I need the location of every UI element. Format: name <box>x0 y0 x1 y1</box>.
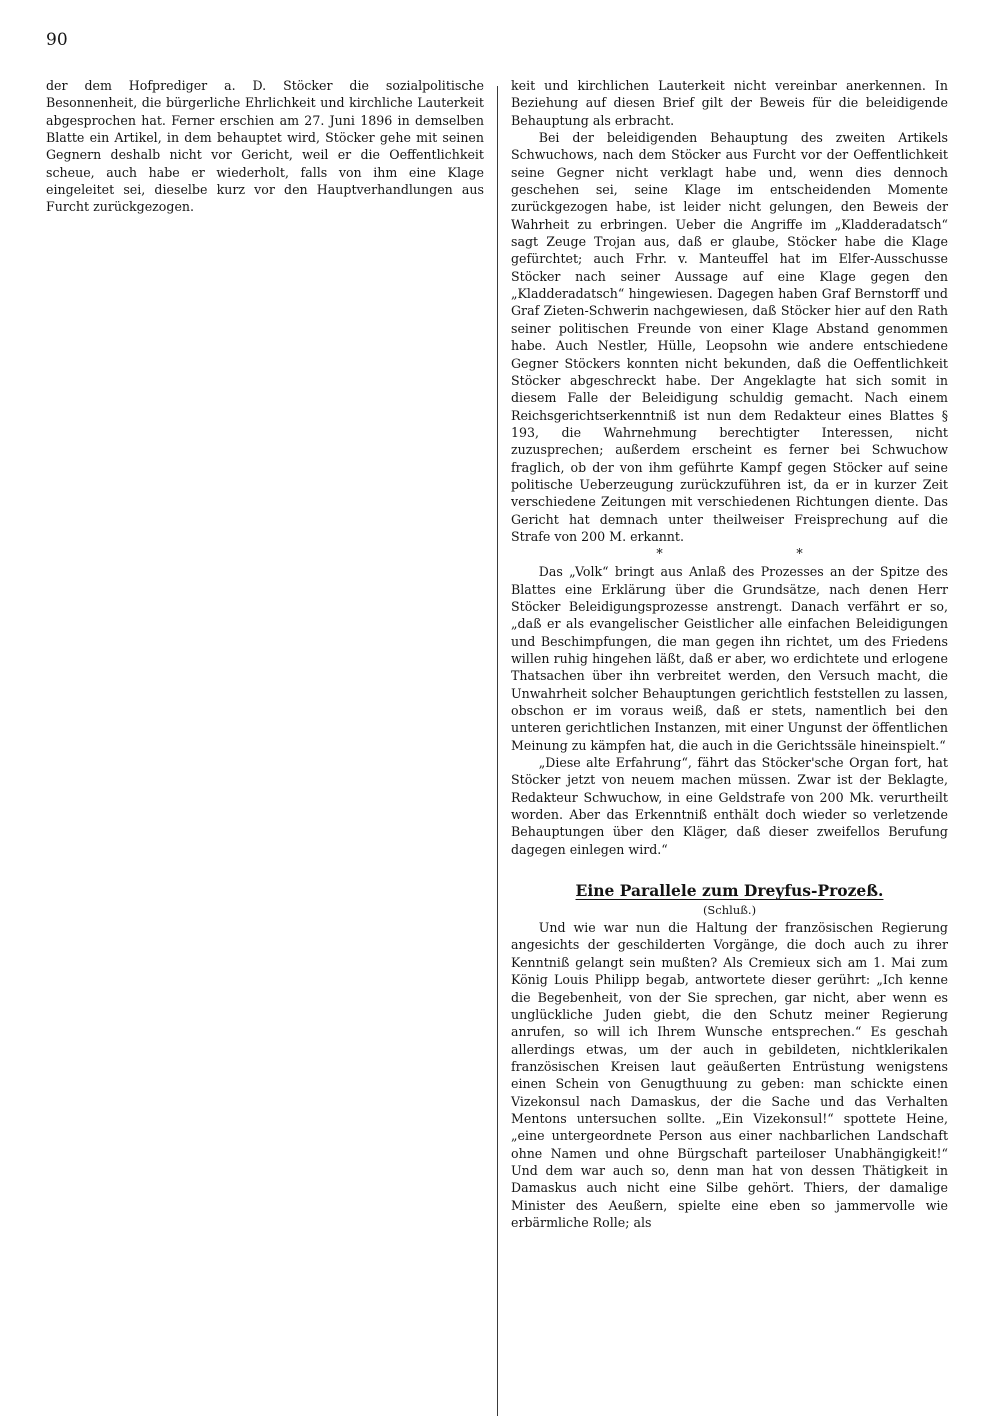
right-paragraph: Bei der beleidigenden Behauptung des zweiten Artikels Schwuchows, nach dem Stöcker aus Furcht vor der Oeffentlichkeit seine Gegner nicht verklagt habe und, wenn dies dennoch geschehen sei, seine Klage im entscheidenden Momente zurückgezogen habe, ist leider nicht gelungen, den Beweis der Wahrheit zu erbringen. Ueber die Angriffe im „Kladderadatsch“ sagt Zeuge Trojan aus, daß er glaube, Stöcker habe die Klage gefürchtet; auch Frhr. v. Manteuffel hat im Elfer-Ausschusse Stöcker nach seiner Aussage auf eine Klage gegen den „Kladderadatsch“ hingewiesen. Dagegen haben Graf Bernstorff und Graf Zieten-Schwerin nachgewiesen, daß Stöcker hier auf den Rath seiner politischen Freunde von einer Klage Abstand genommen habe. Auch Nestler, Hülle, Leopsohn wie andere entschiedene Gegner Stöckers konnten nicht bekunden, daß die Oeffentlichkeit Stöcker abgeschreckt habe. Der Angeklagte hat sich somit in diesem Falle der Beleidigung schuldig gemacht. Nach einem Reichsgerichtserkenntniß ist nun dem Redakteur eines Blattes § 193, die Wahrnehmung berechtigter Interessen, nicht zuzusprechen; außerdem erscheint es ferner bei Schwuchow fraglich, ob der von ihm geführte Kampf gegen Stöcker auf seine politische Ueberzeugung zurückzuführen ist, da er in kurzer Zeit verschiedene Zeitungen mit verschiedenen Richtungen diente. Das Gericht hat demnach unter theilweiser Freisprechung auf die Strafe von 200 M. erkannt. <box>511 130 948 544</box>
section-paragraph: Und wie war nun die Haltung der französischen Regierung angesichts der geschilderten Vorgänge, die doch auch zu ihrer Kenntniß gelangt sein mußten? Als Cremieux sich am 1. Mai zum König Louis Philipp begab, antwortete dieser gerührt: „Ich kenne die Begebenheit, von der Sie sprechen, gar nicht, aber wenn es unglückliche Juden giebt, die den Schutz meiner Regierung anrufen, so will ich Ihrem Wunsche entsprechen.“ Es geschah allerdings etwas, um der auch in gebildeten, nichtklerikalen französischen Kreisen laut geäußerten Entrüstung wenigstens einen Schein von Genugthuung zu geben: man schickte einen Vizekonsul nach Damaskus, der die Sache und das Verhalten Mentons untersuchen sollte. „Ein Vizekonsul!“ spottete Heine, „eine untergeordnete Person aus einer nachbarlichen Landschaft ohne Namen und ohne Bürgschaft parteiloser Unabhängigkeit!“ Und dem war auch so, denn man hat von dessen Thätigkeit in Damaskus auch nicht eine Silbe gehört. Thiers, der damalige Minister des Aeußern, spielte eine eben so jammervolle wie erbärmliche Rolle; als <box>511 920 948 1230</box>
right-paragraph: Das „Volk“ bringt aus Anlaß des Prozesses an der Spitze des Blattes eine Erklärung über die Grundsätze, nach denen Herr Stöcker Beleidigungsprozesse anstrengt. Danach verfährt er so, „daß er als evangelischer Geistlicher alle einfachen Beleidigungen und Beschimpfungen, die man gegen ihn richtet, um des Friedens willen ruhig hingehen läßt, daß er aber, wo erdichtete und erlogene Thatsachen über ihn verbreitet werden, den Versuch macht, die Unwahrheit solcher Behauptungen gerichtlich feststellen zu lassen, obschon er im voraus weiß, daß er stets, namentlich bei den unteren gerichtlichen Instanzen, mit einer Ungunst der öffentlichen Meinung zu kämpfen hat, die auch in die Gerichtssäle hineinspielt.“ <box>511 564 948 753</box>
section-separator <box>511 547 948 561</box>
left-column <box>46 77 484 216</box>
right-column <box>511 77 948 1231</box>
left-paragraph: der dem Hofprediger a. D. Stöcker die sozialpolitische Besonnenheit, die bürgerliche Ehrlichkeit und kirchliche Lauterkeit abgesprochen hat. Ferner erschien am 27. Juni 1896 in demselben Blatte ein Artikel, in dem behauptet wird, Stöcker gehe mit seinen Gegnern deshalb nicht vor Gericht, weil er die Oeffentlichkeit scheue, auch habe er wiederholt, falls von ihm eine Klage eingeleitet sei, dieselbe kurz vor den Hauptverhandlungen aus Furcht zurückgezogen. <box>46 78 484 215</box>
section-title: Eine Parallele zum Dreyfus-Prozeß. <box>575 881 884 901</box>
section-subtitle: (Schluß.) <box>702 903 757 918</box>
right-paragraph-continuation: keit und kirchlichen Lauterkeit nicht vereinbar anerkennen. In Beziehung auf diesen Brief gilt der Beweis für die beleidigende Behauptung als erbracht. <box>511 78 948 128</box>
separator-star: * <box>656 546 663 562</box>
right-paragraph: „Diese alte Erfahrung“, fährt das Stöcker'sche Organ fort, hat Stöcker jetzt von neuem machen müssen. Zwar ist der Beklagte, Redakteur Schwuchow, in eine Geldstrafe von 200 Mk. verurtheilt worden. Aber das Erkenntniß enthält doch wieder so verletzende Behauptungen über den Kläger, daß dieser zweifellos Berufung dagegen einlegen wird.“ <box>511 755 948 857</box>
column-divider <box>497 86 498 1416</box>
separator-star: * <box>796 546 803 562</box>
page-number: 90 <box>46 30 68 50</box>
